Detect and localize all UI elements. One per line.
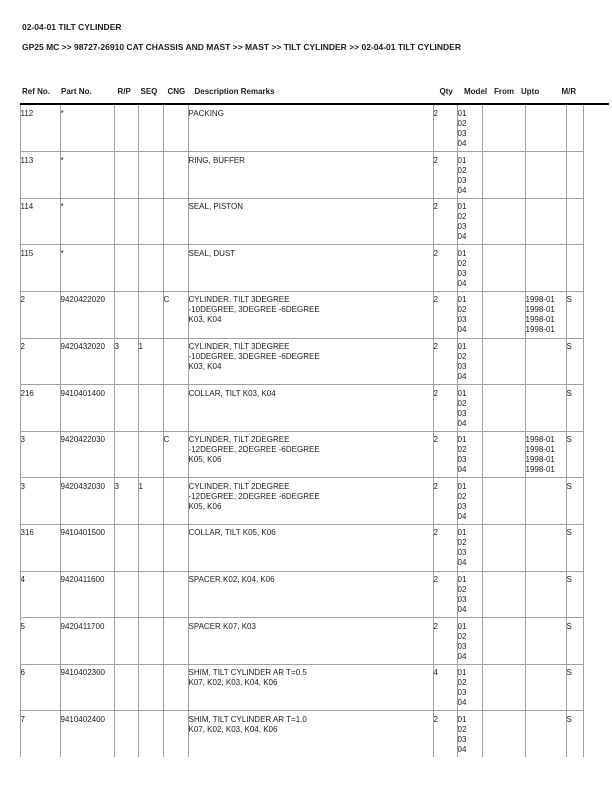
cell-rp [114, 711, 138, 758]
cell-qty: 2 [433, 478, 457, 525]
cell-model-line: 01 [457, 621, 467, 631]
cell-ref-no: 316 [20, 524, 60, 571]
cell-model [457, 152, 482, 199]
cell-description [188, 478, 433, 525]
cell-model-line: 03 [457, 455, 467, 465]
cell-description [188, 198, 433, 245]
cell-part-no: 9420411600 [60, 571, 114, 618]
column-header-qty: Qty [439, 87, 453, 96]
cell-rp: 3 [114, 478, 138, 525]
cell-ref-no: 112 [20, 105, 60, 152]
cell-mr [566, 105, 583, 152]
cell-model-line: 02 [457, 631, 467, 641]
cell-description [188, 664, 433, 711]
cell-seq [138, 524, 163, 571]
breadcrumb: GP25 MC >> 98727-26910 CAT CHASSIS AND MAST >> MAST >> TILT CYLINDER >> 02-04-01 TILT CYLINDER [22, 42, 461, 52]
column-header-ref-no: Ref No. [22, 87, 50, 96]
cell-seq [138, 291, 163, 338]
table-row [20, 711, 583, 758]
table-row [20, 338, 583, 385]
cell-model-line: 02 [457, 724, 467, 734]
cell-part-no: 9420432020 [60, 338, 114, 385]
cell-description [188, 524, 433, 571]
cell-model [457, 664, 482, 711]
column-header-seq: SEQ [140, 87, 158, 96]
cell-part-no: 9410402400 [60, 711, 114, 758]
cell-model-line: 04 [457, 325, 467, 335]
cell-from [482, 338, 525, 385]
cell-cng [163, 571, 188, 618]
cell-seq [138, 664, 163, 711]
cell-description-line: -10DEGREE, 3DEGREE -6DEGREE [188, 305, 320, 315]
cell-seq [138, 431, 163, 478]
cell-qty: 2 [433, 571, 457, 618]
cell-description [188, 338, 433, 385]
cell-ref-no: 216 [20, 385, 60, 432]
cell-part-no: 9420422030 [60, 431, 114, 478]
cell-cng [163, 198, 188, 245]
cell-description [188, 618, 433, 665]
cell-mr: S [566, 291, 583, 338]
cell-ref-no: 113 [20, 152, 60, 199]
cell-model-line: 02 [457, 118, 467, 128]
page-title: 02-04-01 TILT CYLINDER [22, 22, 122, 32]
cell-rp [114, 385, 138, 432]
table-row [20, 524, 583, 571]
cell-model-line: 03 [457, 548, 467, 558]
cell-upto-line: 1998-01 [525, 445, 555, 455]
cell-model-line: 04 [457, 558, 467, 568]
cell-description-line: K07, K02, K03, K04, K06 [188, 724, 278, 734]
cell-ref-no: 114 [20, 198, 60, 245]
cell-part-no: * [60, 105, 114, 152]
cell-description-line: CYLINDER, TILT 2DEGREE [188, 481, 290, 491]
cell-model-line: 02 [457, 398, 467, 408]
cell-part-no: 9420422020 [60, 291, 114, 338]
cell-from [482, 198, 525, 245]
cell-ref-no: 4 [20, 571, 60, 618]
cell-model [457, 524, 482, 571]
column-header-part-no: Part No. [61, 87, 92, 96]
cell-description-line: CYLINDER, TILT 3DEGREE [188, 342, 290, 352]
column-header-from: From [494, 87, 514, 96]
cell-description-line: K03, K04 [188, 362, 222, 372]
cell-model-line: 03 [457, 128, 467, 138]
column-header-upto: Upto [521, 87, 540, 96]
cell-model-line: 03 [457, 315, 467, 325]
cell-description-line: SHIM, TILT CYLINDER AR T=0.5 [188, 668, 307, 678]
cell-upto-line: 1998-01 [525, 315, 555, 325]
cell-model-line: 04 [457, 465, 467, 475]
cell-ref-no: 115 [20, 245, 60, 292]
cell-mr: S [566, 664, 583, 711]
cell-upto [525, 105, 566, 152]
table-row [20, 105, 583, 152]
cell-upto-line: 1998-01 [525, 455, 555, 465]
cell-from [482, 385, 525, 432]
cell-from [482, 618, 525, 665]
cell-description [188, 152, 433, 199]
cell-seq [138, 245, 163, 292]
cell-model-line: 01 [457, 668, 467, 678]
cell-seq [138, 198, 163, 245]
cell-description-line: COLLAR, TILT K03, K04 [188, 388, 276, 398]
column-header-description: Description Remarks [194, 87, 275, 96]
cell-qty: 2 [433, 152, 457, 199]
table-row [20, 618, 583, 665]
cell-model [457, 618, 482, 665]
cell-description-line: CYLINDER, TILT 2DEGREE [188, 435, 290, 445]
cell-description-line: SPACER K07, K03 [188, 621, 256, 631]
column-header-cng: CNG [167, 87, 186, 96]
cell-model-line: 03 [457, 688, 467, 698]
cell-upto [525, 431, 566, 478]
cell-model-line: 01 [457, 388, 467, 398]
cell-model-line: 02 [457, 585, 467, 595]
cell-seq [138, 618, 163, 665]
cell-mr: S [566, 478, 583, 525]
cell-model-line: 03 [457, 595, 467, 605]
cell-ref-no: 5 [20, 618, 60, 665]
cell-cng [163, 338, 188, 385]
cell-description-line: -12DEGREE, 2DEGREE -6DEGREE [188, 445, 320, 455]
cell-model-line: 01 [457, 155, 467, 165]
cell-model [457, 478, 482, 525]
cell-model-line: 02 [457, 352, 467, 362]
cell-upto-line: 1998-01 [525, 435, 555, 445]
cell-cng [163, 711, 188, 758]
cell-model-line: 02 [457, 258, 467, 268]
cell-seq [138, 711, 163, 758]
cell-seq: 1 [138, 478, 163, 525]
cell-description [188, 291, 433, 338]
cell-cng [163, 385, 188, 432]
cell-upto [525, 524, 566, 571]
cell-model-line: 01 [457, 108, 467, 118]
column-header-model: Model [464, 87, 488, 96]
cell-description [188, 385, 433, 432]
cell-model-line: 04 [457, 232, 467, 242]
cell-ref-no: 3 [20, 431, 60, 478]
cell-description-line: SPACER K02, K04, K06 [188, 575, 275, 585]
cell-model-line: 03 [457, 175, 467, 185]
cell-upto-line: 1998-01 [525, 465, 555, 475]
cell-description-line: -12DEGREE, 2DEGREE -6DEGREE [188, 491, 320, 501]
cell-model-line: 03 [457, 641, 467, 651]
table-row [20, 664, 583, 711]
cell-model [457, 571, 482, 618]
cell-rp [114, 245, 138, 292]
cell-description [188, 431, 433, 478]
cell-model [457, 198, 482, 245]
cell-rp [114, 105, 138, 152]
cell-description [188, 571, 433, 618]
cell-cng [163, 105, 188, 152]
table-row [20, 385, 583, 432]
cell-cng [163, 152, 188, 199]
cell-model-line: 02 [457, 538, 467, 548]
cell-model-line: 01 [457, 714, 467, 724]
cell-model-line: 02 [457, 212, 467, 222]
cell-qty: 2 [433, 338, 457, 385]
table-row [20, 198, 583, 245]
cell-seq [138, 385, 163, 432]
cell-model-line: 03 [457, 501, 467, 511]
cell-part-no: 9420432030 [60, 478, 114, 525]
cell-qty: 2 [433, 711, 457, 758]
cell-description-line: SEAL, PISTON [188, 202, 244, 212]
cell-from [482, 291, 525, 338]
cell-ref-no: 6 [20, 664, 60, 711]
cell-qty: 2 [433, 198, 457, 245]
cell-from [482, 711, 525, 758]
cell-description [188, 105, 433, 152]
cell-cng: C [163, 431, 188, 478]
cell-rp [114, 291, 138, 338]
cell-model [457, 338, 482, 385]
cell-description-line: CYLINDER, TILT 3DEGREE [188, 295, 290, 305]
cell-part-no: 9410402300 [60, 664, 114, 711]
cell-cng [163, 478, 188, 525]
cell-model-line: 04 [457, 511, 467, 521]
cell-rp [114, 664, 138, 711]
cell-model-line: 02 [457, 165, 467, 175]
cell-model-line: 01 [457, 248, 467, 258]
column-header-rp: R/P [117, 87, 131, 96]
cell-rp [114, 431, 138, 478]
cell-model-line: 04 [457, 138, 467, 148]
cell-model-line: 01 [457, 481, 467, 491]
cell-cng [163, 524, 188, 571]
cell-qty: 2 [433, 431, 457, 478]
cell-model-line: 02 [457, 678, 467, 688]
cell-mr [566, 198, 583, 245]
cell-qty: 2 [433, 105, 457, 152]
cell-description-line: K07, K02, K03, K04, K06 [188, 678, 278, 688]
cell-model-line: 03 [457, 222, 467, 232]
cell-model-line: 04 [457, 372, 467, 382]
cell-description-line: K05, K06 [188, 455, 222, 465]
cell-mr [566, 152, 583, 199]
cell-from [482, 431, 525, 478]
cell-model-line: 01 [457, 528, 467, 538]
cell-ref-no: 2 [20, 338, 60, 385]
cell-model-line: 03 [457, 408, 467, 418]
cell-description-line: K05, K06 [188, 501, 222, 511]
cell-upto [525, 664, 566, 711]
table-row [20, 291, 583, 338]
cell-qty: 2 [433, 524, 457, 571]
cell-description-line: RING, BUFFER [188, 155, 245, 165]
cell-rp [114, 524, 138, 571]
cell-rp [114, 152, 138, 199]
cell-upto [525, 478, 566, 525]
cell-from [482, 664, 525, 711]
cell-qty: 2 [433, 385, 457, 432]
cell-qty: 2 [433, 245, 457, 292]
cell-model [457, 291, 482, 338]
cell-upto-line: 1998-01 [525, 295, 555, 305]
cell-cng [163, 664, 188, 711]
cell-cng [163, 618, 188, 665]
table-row [20, 152, 583, 199]
cell-model-line: 01 [457, 435, 467, 445]
cell-rp [114, 571, 138, 618]
cell-upto [525, 711, 566, 758]
table-row [20, 571, 583, 618]
cell-qty: 2 [433, 618, 457, 665]
cell-seq [138, 152, 163, 199]
cell-ref-no: 2 [20, 291, 60, 338]
cell-model [457, 431, 482, 478]
cell-model-line: 01 [457, 342, 467, 352]
cell-model-line: 04 [457, 698, 467, 708]
cell-description [188, 711, 433, 758]
cell-upto-line: 1998-01 [525, 305, 555, 315]
cell-from [482, 245, 525, 292]
cell-model-line: 04 [457, 651, 467, 661]
cell-model-line: 01 [457, 295, 467, 305]
cell-seq [138, 571, 163, 618]
cell-part-no: 9410401500 [60, 524, 114, 571]
cell-rp: 3 [114, 338, 138, 385]
cell-upto [525, 385, 566, 432]
cell-part-no: 9420411700 [60, 618, 114, 665]
cell-mr: S [566, 711, 583, 758]
cell-mr: S [566, 524, 583, 571]
cell-model-line: 04 [457, 605, 467, 615]
cell-upto-line: 1998-01 [525, 325, 555, 335]
cell-part-no: * [60, 245, 114, 292]
cell-description [188, 245, 433, 292]
table-row [20, 245, 583, 292]
cell-model-line: 04 [457, 185, 467, 195]
cell-part-no: * [60, 198, 114, 245]
cell-seq: 1 [138, 338, 163, 385]
cell-model-line: 01 [457, 575, 467, 585]
table-row [20, 431, 583, 478]
cell-upto [525, 571, 566, 618]
cell-cng [163, 245, 188, 292]
cell-mr: S [566, 618, 583, 665]
cell-upto [525, 291, 566, 338]
cell-description-line: PACKING [188, 108, 224, 118]
cell-model [457, 245, 482, 292]
cell-model-line: 04 [457, 744, 467, 754]
cell-description-line: -10DEGREE, 3DEGREE -6DEGREE [188, 352, 320, 362]
cell-rp [114, 198, 138, 245]
cell-upto [525, 152, 566, 199]
cell-model-line: 03 [457, 268, 467, 278]
cell-cng: C [163, 291, 188, 338]
cell-model-line: 03 [457, 734, 467, 744]
cell-model-line: 01 [457, 202, 467, 212]
cell-from [482, 105, 525, 152]
cell-model [457, 105, 482, 152]
cell-model-line: 02 [457, 305, 467, 315]
cell-seq [138, 105, 163, 152]
cell-model [457, 711, 482, 758]
cell-model-line: 02 [457, 445, 467, 455]
cell-part-no: * [60, 152, 114, 199]
cell-mr [566, 245, 583, 292]
cell-model [457, 385, 482, 432]
cell-upto [525, 338, 566, 385]
cell-mr: S [566, 431, 583, 478]
cell-description-line: SHIM, TILT CYLINDER AR T=1.0 [188, 714, 307, 724]
cell-model-line: 04 [457, 418, 467, 428]
cell-qty: 4 [433, 664, 457, 711]
column-header-mr: M/R [561, 87, 577, 96]
cell-mr: S [566, 338, 583, 385]
cell-model-line: 04 [457, 278, 467, 288]
cell-from [482, 524, 525, 571]
cell-mr: S [566, 571, 583, 618]
cell-description-line: K03, K04 [188, 315, 222, 325]
parts-table [20, 105, 584, 757]
cell-upto [525, 618, 566, 665]
cell-from [482, 152, 525, 199]
cell-ref-no: 7 [20, 711, 60, 758]
cell-ref-no: 3 [20, 478, 60, 525]
cell-description-line: COLLAR, TILT K05, K06 [188, 528, 276, 538]
cell-from [482, 571, 525, 618]
cell-model-line: 03 [457, 362, 467, 372]
table-column-headers [0, 87, 612, 99]
table-row [20, 478, 583, 525]
cell-description-line: SEAL, DUST [188, 248, 236, 258]
cell-upto [525, 245, 566, 292]
cell-mr: S [566, 385, 583, 432]
cell-upto [525, 198, 566, 245]
cell-qty: 2 [433, 291, 457, 338]
cell-model-line: 02 [457, 491, 467, 501]
cell-rp [114, 618, 138, 665]
cell-part-no: 9410401400 [60, 385, 114, 432]
cell-from [482, 478, 525, 525]
